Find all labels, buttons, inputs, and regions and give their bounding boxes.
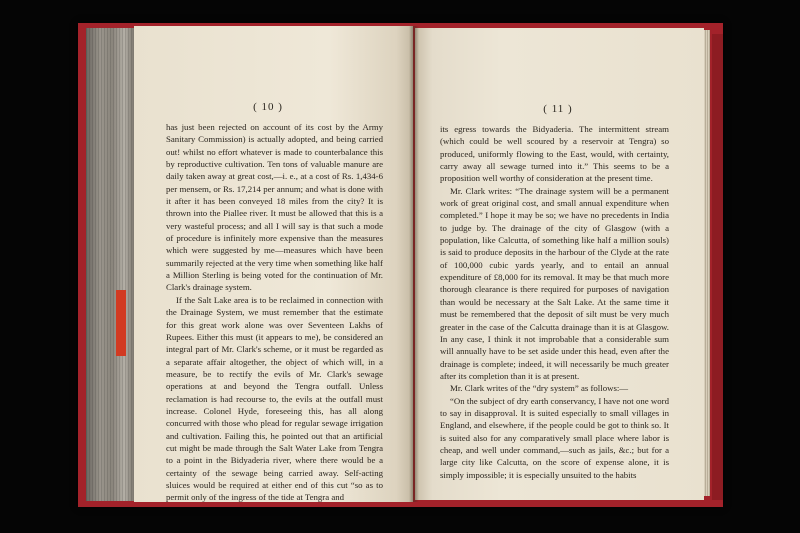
left-page-number: ( 10 ) [253,101,283,113]
right-page-number: ( 11 ) [543,103,573,115]
left-page-text [166,121,383,502]
book-gutter [409,26,419,502]
right-paragraph-1: its egress towards the Bidyaderia. The intermittent stream (which could be well scoured by a reservoir at Tengra) so produced, uniformly flowing to the East, would, with certainty, carry away all sewage turned into it.” This seems to be a proposition well worthy of consideration at the present time. [440,124,669,184]
left-paragraph-1: has just been rejected on account of its cost by the Army Sanitary Commission) is actually adopted, and being carried out! whilst no effort whatever is made to counterbalance this by reproductive cultivation. Ten tons of valuable manure are daily taken away at great cost,—i. e., at a cost of Rs. 1,434-6 per mensem, or Rs. 17,214 per annum; and what is done with it after it has been conveyed 18 miles from the city? It is thrown into the Piallee river. It must be allowed that this is a very wasteful process; and all I will say is that such a mode of procedure is infinitely more expensive than the measures which were suggested by me—measures which have been summarily rejected at the very time when something like half a Million Sterling is being voted for the continuation of Mr. Clark's drainage system. [166,122,383,293]
right-paragraph-4: “On the subject of dry earth conservancy, I have not one word to say in disapproval. It is suited especially to small villages in England, and elsewhere, if the people could be got to think so. It is suited also for any comparatively small place where labor is cheap, and well under command,—such as jails, &c.; but for a large city like Calcutta, on the score of expense alone, it is simply impossible; it is especially unsuited to the habits [440,395,669,480]
right-paragraph-2: Mr. Clark writes: “The drainage system will be a permanent work of great original cost, and small annual expenditure when completed.” I hope it may be so; we have no precedents in India to judge by. The drainage of the city of Glasgow (with a population, like Calcutta, of something like half a million souls) is said to produce deposits in the harbour of the Clyde at the rate of 100,000 cubic yards yearly, and to entail an annual expenditure of £8,000 for its removal. It may be that much more thorough clearance is there required for purposes of navigation than would be necessary at the Salt Lake. At the same time it must be remembered that the deposit of silt must be very much greater in the case of the Calcutta drainage than it is at Glasgow. In any case, I think it not improbable that a considerable sum will annually have to be set aside under this head, even after the drainage is complete; indeed, it will necessarily be much greater after its completion than it is at present. [440,185,669,381]
left-page [134,26,413,502]
left-paragraph-2: If the Salt Lake area is to be reclaimed in connection with the Drainage System, we must remember that the estimate for this great work alone was over Seventeen Lakhs of Rupees. Either this must (it appears to me), be considered an integral part of Mr. Clark's scheme, or it must be regarded as a separate affair altogether, the object of which will, in a measure, be to rectify the evils of Mr. Clark's sewage operations at and beyond the Tengra outfall. Unless reclamation is had recourse to, the evils at the outfall must increase. Colonel Hyde, foreseeing this, has all along concurred with those who plead for regular sewage irrigation and cultivation. Failing this, he pointed out that an artificial cut might be made through the Salt Water Lake from Tengra to a point in the Bidyaderia river, where there would be a certainty of the sewage being carried away. Self-acting sluices would be required at either end of this cut “so as to permit only of the ingress of the tide at Tengra and [166,294,383,502]
right-page [415,28,704,500]
right-page-text [440,123,669,481]
page-block-lines [86,28,134,501]
cover-edge [712,34,723,500]
red-bookmark [116,290,126,356]
right-paragraph-3: Mr. Clark writes of the “dry system” as follows:— [450,383,629,394]
